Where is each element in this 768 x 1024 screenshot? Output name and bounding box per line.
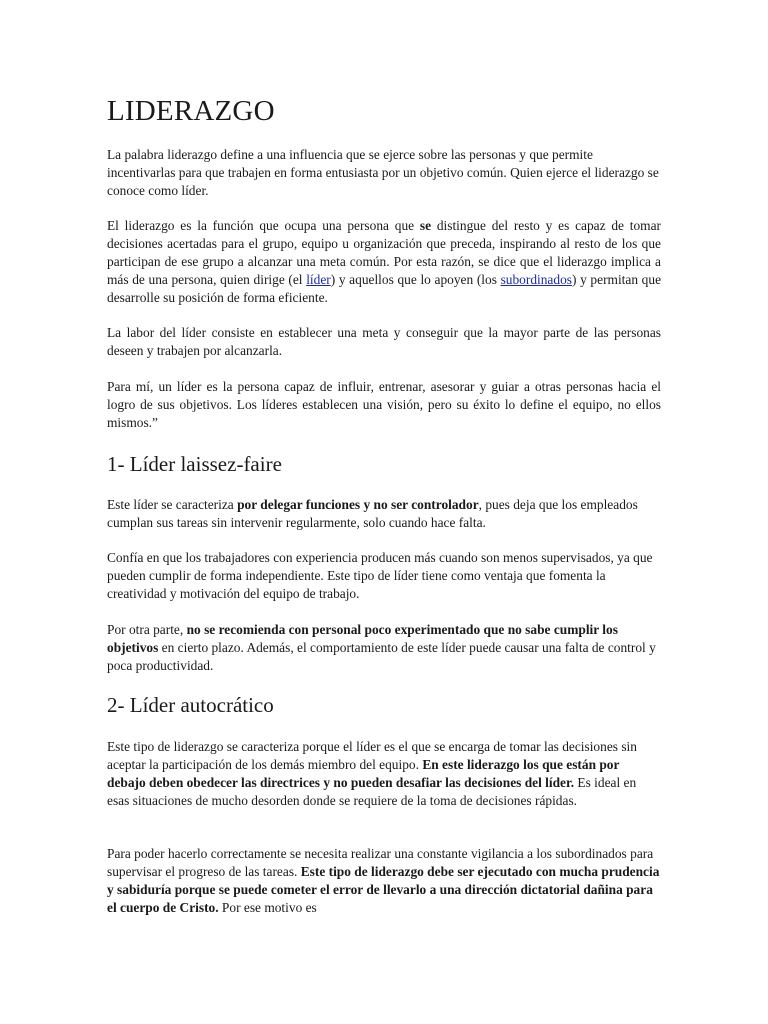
- paragraph-intro: La palabra liderazgo define a una influencia que se ejerce sobre las personas y que permite incentivarlas para que trabajen en forma entusiasta por un objetivo común. Quien ejerce el liderazgo se conoce como líder.: [107, 147, 659, 198]
- text-span: Por ese motivo es: [218, 900, 317, 915]
- heading-autocratico: 2- Líder autocrático: [107, 693, 274, 717]
- text-span: , pues deja que los empleados cumplan sus tareas sin intervenir regularmente, solo cuando hace falta.: [107, 497, 638, 530]
- link-subordinados[interactable]: subordinados: [500, 272, 572, 287]
- link-lider[interactable]: líder: [306, 272, 331, 287]
- text-span: Este tipo de liderazgo se caracteriza porque el líder es el que se encarga de tomar las decisiones sin aceptar la participación de los demás miembro del equipo.: [107, 739, 637, 772]
- document-title: LIDERAZGO: [107, 95, 275, 127]
- text-span: Es ideal en esas situaciones de mucho desorden donde se requiere de la toma de decisiones rápidas.: [107, 775, 637, 808]
- heading-laissez-faire: 1- Líder laissez-faire: [107, 452, 282, 476]
- paragraph-opinion: Para mí, un líder es la persona capaz de influir, entrenar, asesorar y guiar a otras personas hacia el logro de sus objetivos. Los líderes establecen una visión, pero su éxito lo define el equipo, no ellos mismos.”: [107, 379, 661, 430]
- text-span: Este líder se caracteriza: [107, 497, 238, 512]
- bold-span: Este tipo de liderazgo debe ser ejecutado con mucha prudencia y sabiduría porque se puede cometer el error de llevarlo a una dirección dictatorial dañina para el cuerpo de Cristo.: [107, 864, 660, 915]
- paragraph-labor: La labor del líder consiste en establecer una meta y conseguir que la mayor parte de las personas deseen y trabajen por alcanzarla.: [107, 325, 661, 358]
- paragraph-autocratico-1: [107, 738, 661, 810]
- bold-span: En este liderazgo los que están por debajo deben obedecer las directrices y no pueden desafiar las decisiones del líder.: [107, 757, 620, 790]
- bold-span: por delegar funciones y no ser controlador: [237, 497, 479, 512]
- paragraph-definition: [107, 217, 661, 307]
- paragraph-laissez-faire-1: [107, 496, 661, 532]
- bold-span: se: [419, 218, 432, 233]
- text-span: ) y permitan que desarrolle su posición de forma eficiente.: [107, 272, 662, 305]
- paragraph-laissez-faire-3: [107, 621, 661, 675]
- text-span: Por otra parte,: [107, 622, 187, 637]
- text-span: distingue del resto y es capaz de tomar decisiones acertadas para el grupo, equipo u organización que preceda, inspirando al resto de los que participan de ese grupo a alcanzar una meta común. Por esta razón, se dice que el liderazgo implica a más de una persona, quien dirige (el: [107, 218, 661, 287]
- text-span: El liderazgo es la función que ocupa una persona que: [107, 218, 420, 233]
- bold-span: no se recomienda con personal poco experimentado que no sabe cumplir los objetivos: [107, 622, 618, 655]
- paragraph-autocratico-2: [107, 845, 661, 917]
- text-span: Para poder hacerlo correctamente se necesita realizar una constante vigilancia a los subordinados para supervisar el progreso de las tareas.: [107, 846, 654, 879]
- text-span: ) y aquellos que lo apoyen (los: [330, 272, 501, 287]
- text-span: en cierto plazo. Además, el comportamiento de este líder puede causar una falta de control y poca productividad.: [107, 640, 656, 673]
- paragraph-laissez-faire-2: Confía en que los trabajadores con experiencia producen más cuando son menos supervisados, ya que pueden cumplir de forma independiente. Este tipo de líder tiene como ventaja que fomenta la creatividad y motivación del equipo de trabajo.: [107, 550, 653, 601]
